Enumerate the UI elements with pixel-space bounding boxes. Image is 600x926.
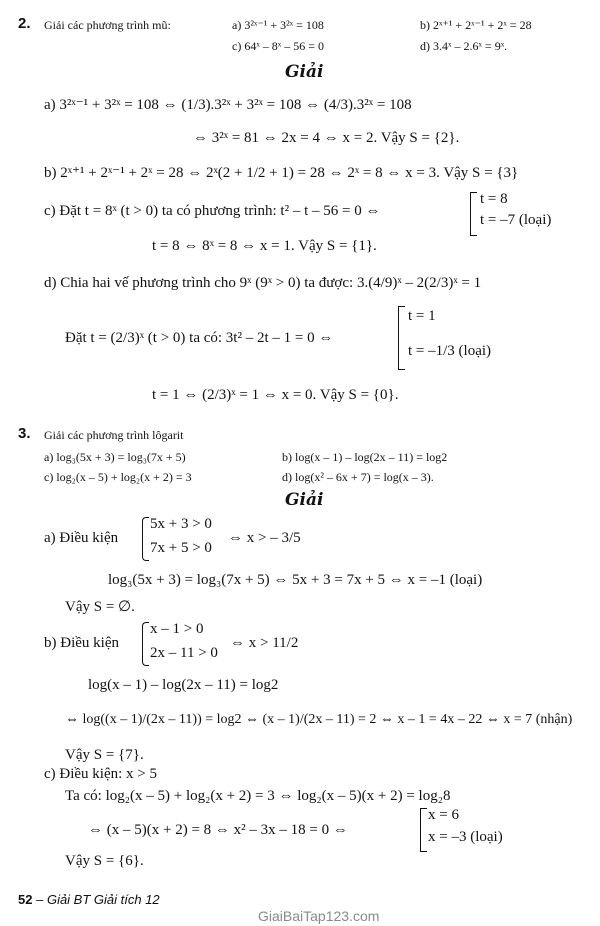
- bracket: [420, 808, 427, 852]
- ex2-c-case-1: t = 8: [480, 191, 508, 207]
- ex3-solution-c-line2: Ta có: log₂(x – 5) + log₂(x + 2) = 3 ⇔ log₂(x – 5)(x + 2) = log₂8: [65, 788, 451, 804]
- page-footer: [18, 892, 160, 907]
- exercise-3-item-a: a) log₃(5x + 3) = log₃(7x + 5): [44, 450, 186, 464]
- ex2-solution-d-line2: Đặt t = (2/3)ˣ (t > 0) ta có: 3t² – 2t – 1 = 0 ⇔: [65, 330, 334, 346]
- ex3-solution-a-line3: Vậy S = ∅.: [65, 599, 135, 615]
- bracket: [398, 306, 405, 370]
- exercise-3-number: 3.: [18, 425, 31, 442]
- ex3-solution-b-line2: log(x – 1) – log(2x – 11) = log2: [88, 677, 279, 693]
- ex2-d-case-1: t = 1: [408, 308, 436, 324]
- page-number: 52: [18, 892, 33, 907]
- ex3-solution-c-line3: ⇔ (x – 5)(x + 2) = 8 ⇔ x² – 3x – 18 = 0 ⇔: [88, 822, 348, 838]
- watermark: GiaiBaiTap123.com: [258, 908, 380, 924]
- brace: [142, 622, 149, 666]
- exercise-3-intro: Giải các phương trình lôgarit: [44, 428, 184, 442]
- ex2-solution-a-line2: ⇔ 3²ˣ = 81 ⇔ 2x = 4 ⇔ x = 2. Vậy S = {2}.: [193, 130, 460, 146]
- ex3-b-cond-1: x – 1 > 0: [150, 621, 204, 637]
- exercise-2-number: 2.: [18, 15, 31, 32]
- ex2-solution-a-line1: a) 3²ˣ⁻¹ + 3²ˣ = 108 ⇔ (1/3).3²ˣ + 3²ˣ = 108 ⇔ (4/3).3²ˣ = 108: [44, 97, 412, 113]
- ex3-b-result: ⇔ x > 11/2: [230, 635, 299, 651]
- ex3-solution-c-line4: Vậy S = {6}.: [65, 853, 144, 869]
- exercise-2-intro: Giải các phương trình mũ:: [44, 18, 171, 32]
- ex2-solution-c-line2: t = 8 ⇔ 8ˣ = 8 ⇔ x = 1. Vậy S = {1}.: [152, 238, 377, 254]
- solution-heading-2: Giải: [285, 62, 324, 82]
- ex2-solution-d-line1: d) Chia hai vế phương trình cho 9ˣ (9ˣ > 0) ta được: 3.(4/9)ˣ – 2(2/3)ˣ = 1: [44, 275, 482, 291]
- ex3-solution-c-line1: c) Điều kiện: x > 5: [44, 766, 158, 782]
- ex2-solution-c-line1: c) Đặt t = 8ˣ (t > 0) ta có phương trình: t² – t – 56 = 0 ⇔: [44, 203, 381, 219]
- footer-dash: –: [36, 892, 44, 907]
- ex3-a-cond-1: 5x + 3 > 0: [150, 516, 212, 532]
- ex3-solution-a-line2: log₃(5x + 3) = log₃(7x + 5) ⇔ 5x + 3 = 7x + 5 ⇔ x = –1 (loại): [108, 572, 483, 588]
- ex2-solution-b: b) 2ˣ⁺¹ + 2ˣ⁻¹ + 2ˣ = 28 ⇔ 2ˣ(2 + 1/2 + 1) = 28 ⇔ 2ˣ = 8 ⇔ x = 3. Vậy S = {3}: [44, 165, 519, 181]
- exercise-3-item-b: b) log(x – 1) – log(2x – 11) = log2: [282, 450, 448, 464]
- ex3-solution-b-label: b) Điều kiện: [44, 635, 119, 651]
- ex3-solution-a-label: a) Điều kiện: [44, 530, 119, 546]
- ex3-solution-b-line4: Vậy S = {7}.: [65, 747, 144, 763]
- exercise-2-item-a: a) 3²ˣ⁻¹ + 3²ˣ = 108: [232, 18, 324, 32]
- solution-heading-3: Giải: [285, 490, 324, 510]
- bracket: [470, 192, 477, 236]
- ex2-c-case-2: t = –7 (loại): [480, 212, 552, 228]
- brace: [142, 517, 149, 561]
- ex3-a-cond-2: 7x + 5 > 0: [150, 540, 212, 556]
- ex3-c-case-1: x = 6: [428, 807, 459, 823]
- exercise-2-item-c: c) 64ˣ – 8ˣ – 56 = 0: [232, 39, 325, 53]
- ex2-d-case-2: t = –1/3 (loại): [408, 343, 492, 359]
- exercise-2-item-b: b) 2ˣ⁺¹ + 2ˣ⁻¹ + 2ˣ = 28: [420, 18, 532, 32]
- ex3-solution-b-line3: ⇔ log((x – 1)/(2x – 11)) = log2 ⇔ (x – 1)/(2x – 11) = 2 ⇔ x – 1 = 4x – 22 ⇔ x = 7 (nhận): [65, 712, 573, 727]
- ex3-b-cond-2: 2x – 11 > 0: [150, 645, 218, 661]
- exercise-3-item-d: d) log(x² – 6x + 7) = log(x – 3).: [282, 470, 434, 484]
- ex2-solution-d-line3: t = 1 ⇔ (2/3)ˣ = 1 ⇔ x = 0. Vậy S = {0}.: [152, 387, 399, 403]
- book-title: Giải BT Giải tích 12: [46, 892, 160, 907]
- ex3-c-case-2: x = –3 (loại): [428, 829, 503, 845]
- ex3-a-result: ⇔ x > – 3/5: [228, 530, 301, 546]
- exercise-2-item-d: d) 3.4ˣ – 2.6ˣ = 9ˣ.: [420, 39, 508, 53]
- exercise-3-item-c: c) log₂(x – 5) + log₂(x + 2) = 3: [44, 470, 192, 484]
